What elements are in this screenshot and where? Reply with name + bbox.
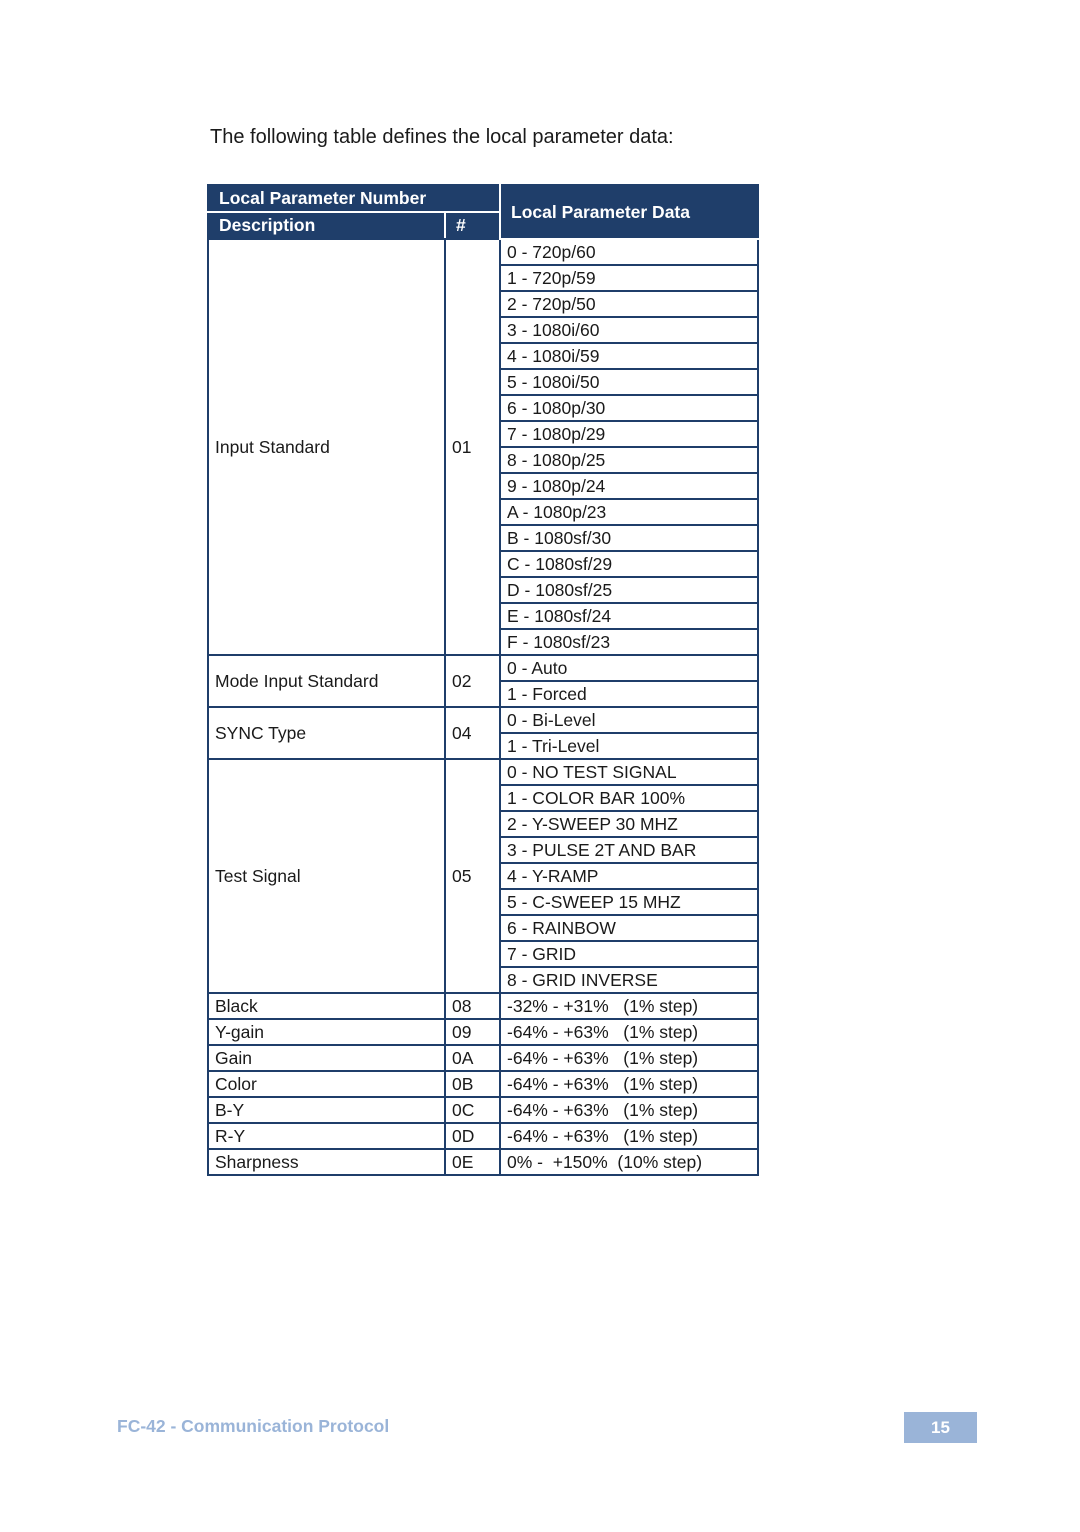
local-parameter-table	[207, 184, 759, 1176]
parameter-data-value: -64% - +63% (1% step)	[500, 1123, 758, 1149]
table-row	[208, 759, 758, 785]
parameter-description: Black	[208, 993, 445, 1019]
parameter-number: 0B	[445, 1071, 500, 1097]
table-row	[208, 655, 758, 681]
parameter-data-value: 8 - GRID INVERSE	[500, 967, 758, 993]
table-row	[208, 707, 758, 733]
parameter-data-value: 1 - 720p/59	[500, 265, 758, 291]
table-row	[208, 1149, 758, 1175]
parameter-data-value: 3 - PULSE 2T AND BAR	[500, 837, 758, 863]
parameter-data-value: 7 - GRID	[500, 941, 758, 967]
table-row	[208, 1045, 758, 1071]
table-body	[208, 239, 758, 1175]
parameter-data-value: 2 - Y-SWEEP 30 MHZ	[500, 811, 758, 837]
parameter-number: 09	[445, 1019, 500, 1045]
parameter-number: 08	[445, 993, 500, 1019]
parameter-data-value: 0% - +150% (10% step)	[500, 1149, 758, 1175]
parameter-description: Test Signal	[208, 759, 445, 993]
parameter-data-value: 3 - 1080i/60	[500, 317, 758, 343]
table-row	[208, 239, 758, 265]
parameter-data-value: 0 - NO TEST SIGNAL	[500, 759, 758, 785]
table-row	[208, 1071, 758, 1097]
parameter-description: R-Y	[208, 1123, 445, 1149]
table-header	[208, 185, 758, 239]
parameter-data-value: -32% - +31% (1% step)	[500, 993, 758, 1019]
parameter-number: 02	[445, 655, 500, 707]
parameter-data-value: D - 1080sf/25	[500, 577, 758, 603]
parameter-number: 0E	[445, 1149, 500, 1175]
parameter-number: 0A	[445, 1045, 500, 1071]
parameter-number: 01	[445, 239, 500, 655]
parameter-data-value: 0 - 720p/60	[500, 239, 758, 265]
footer-title: FC-42 - Communication Protocol	[117, 1416, 390, 1436]
parameter-data-value: C - 1080sf/29	[500, 551, 758, 577]
parameter-data-value: 8 - 1080p/25	[500, 447, 758, 473]
parameter-data-value: F - 1080sf/23	[500, 629, 758, 655]
parameter-number: 04	[445, 707, 500, 759]
page-number: 15	[904, 1412, 977, 1443]
parameter-description: Color	[208, 1071, 445, 1097]
header-number: #	[445, 212, 500, 239]
parameter-data-value: 0 - Auto	[500, 655, 758, 681]
parameter-data-value: 1 - Forced	[500, 681, 758, 707]
parameter-description: Input Standard	[208, 239, 445, 655]
parameter-description: B-Y	[208, 1097, 445, 1123]
parameter-data-value: 6 - 1080p/30	[500, 395, 758, 421]
parameter-data-value: -64% - +63% (1% step)	[500, 1097, 758, 1123]
parameter-data-value: E - 1080sf/24	[500, 603, 758, 629]
parameter-data-value: 2 - 720p/50	[500, 291, 758, 317]
parameter-data-value: 7 - 1080p/29	[500, 421, 758, 447]
parameter-number: 0D	[445, 1123, 500, 1149]
parameter-data-value: 5 - C-SWEEP 15 MHZ	[500, 889, 758, 915]
parameter-description: Sharpness	[208, 1149, 445, 1175]
parameter-data-value: A - 1080p/23	[500, 499, 758, 525]
parameter-data-value: 1 - COLOR BAR 100%	[500, 785, 758, 811]
parameter-data-value: 4 - 1080i/59	[500, 343, 758, 369]
parameter-number: 05	[445, 759, 500, 993]
parameter-data-value: 9 - 1080p/24	[500, 473, 758, 499]
parameter-data-value: -64% - +63% (1% step)	[500, 1045, 758, 1071]
table-row	[208, 1019, 758, 1045]
table-row	[208, 1123, 758, 1149]
parameter-number: 0C	[445, 1097, 500, 1123]
parameter-description: SYNC Type	[208, 707, 445, 759]
header-local-parameter-number: Local Parameter Number	[208, 185, 500, 212]
parameter-description: Gain	[208, 1045, 445, 1071]
intro-text: The following table defines the local parameter data:	[210, 126, 674, 148]
header-local-parameter-data: Local Parameter Data	[500, 185, 758, 239]
parameter-description: Y-gain	[208, 1019, 445, 1045]
parameter-description: Mode Input Standard	[208, 655, 445, 707]
parameter-data-value: 6 - RAINBOW	[500, 915, 758, 941]
parameter-data-value: 4 - Y-RAMP	[500, 863, 758, 889]
parameter-data-value: -64% - +63% (1% step)	[500, 1019, 758, 1045]
parameter-data-value: 0 - Bi-Level	[500, 707, 758, 733]
table-row	[208, 1097, 758, 1123]
parameter-data-value: 1 - Tri-Level	[500, 733, 758, 759]
parameter-data-value: 5 - 1080i/50	[500, 369, 758, 395]
table-row	[208, 993, 758, 1019]
header-description: Description	[208, 212, 445, 239]
parameter-data-value: B - 1080sf/30	[500, 525, 758, 551]
parameter-data-value: -64% - +63% (1% step)	[500, 1071, 758, 1097]
